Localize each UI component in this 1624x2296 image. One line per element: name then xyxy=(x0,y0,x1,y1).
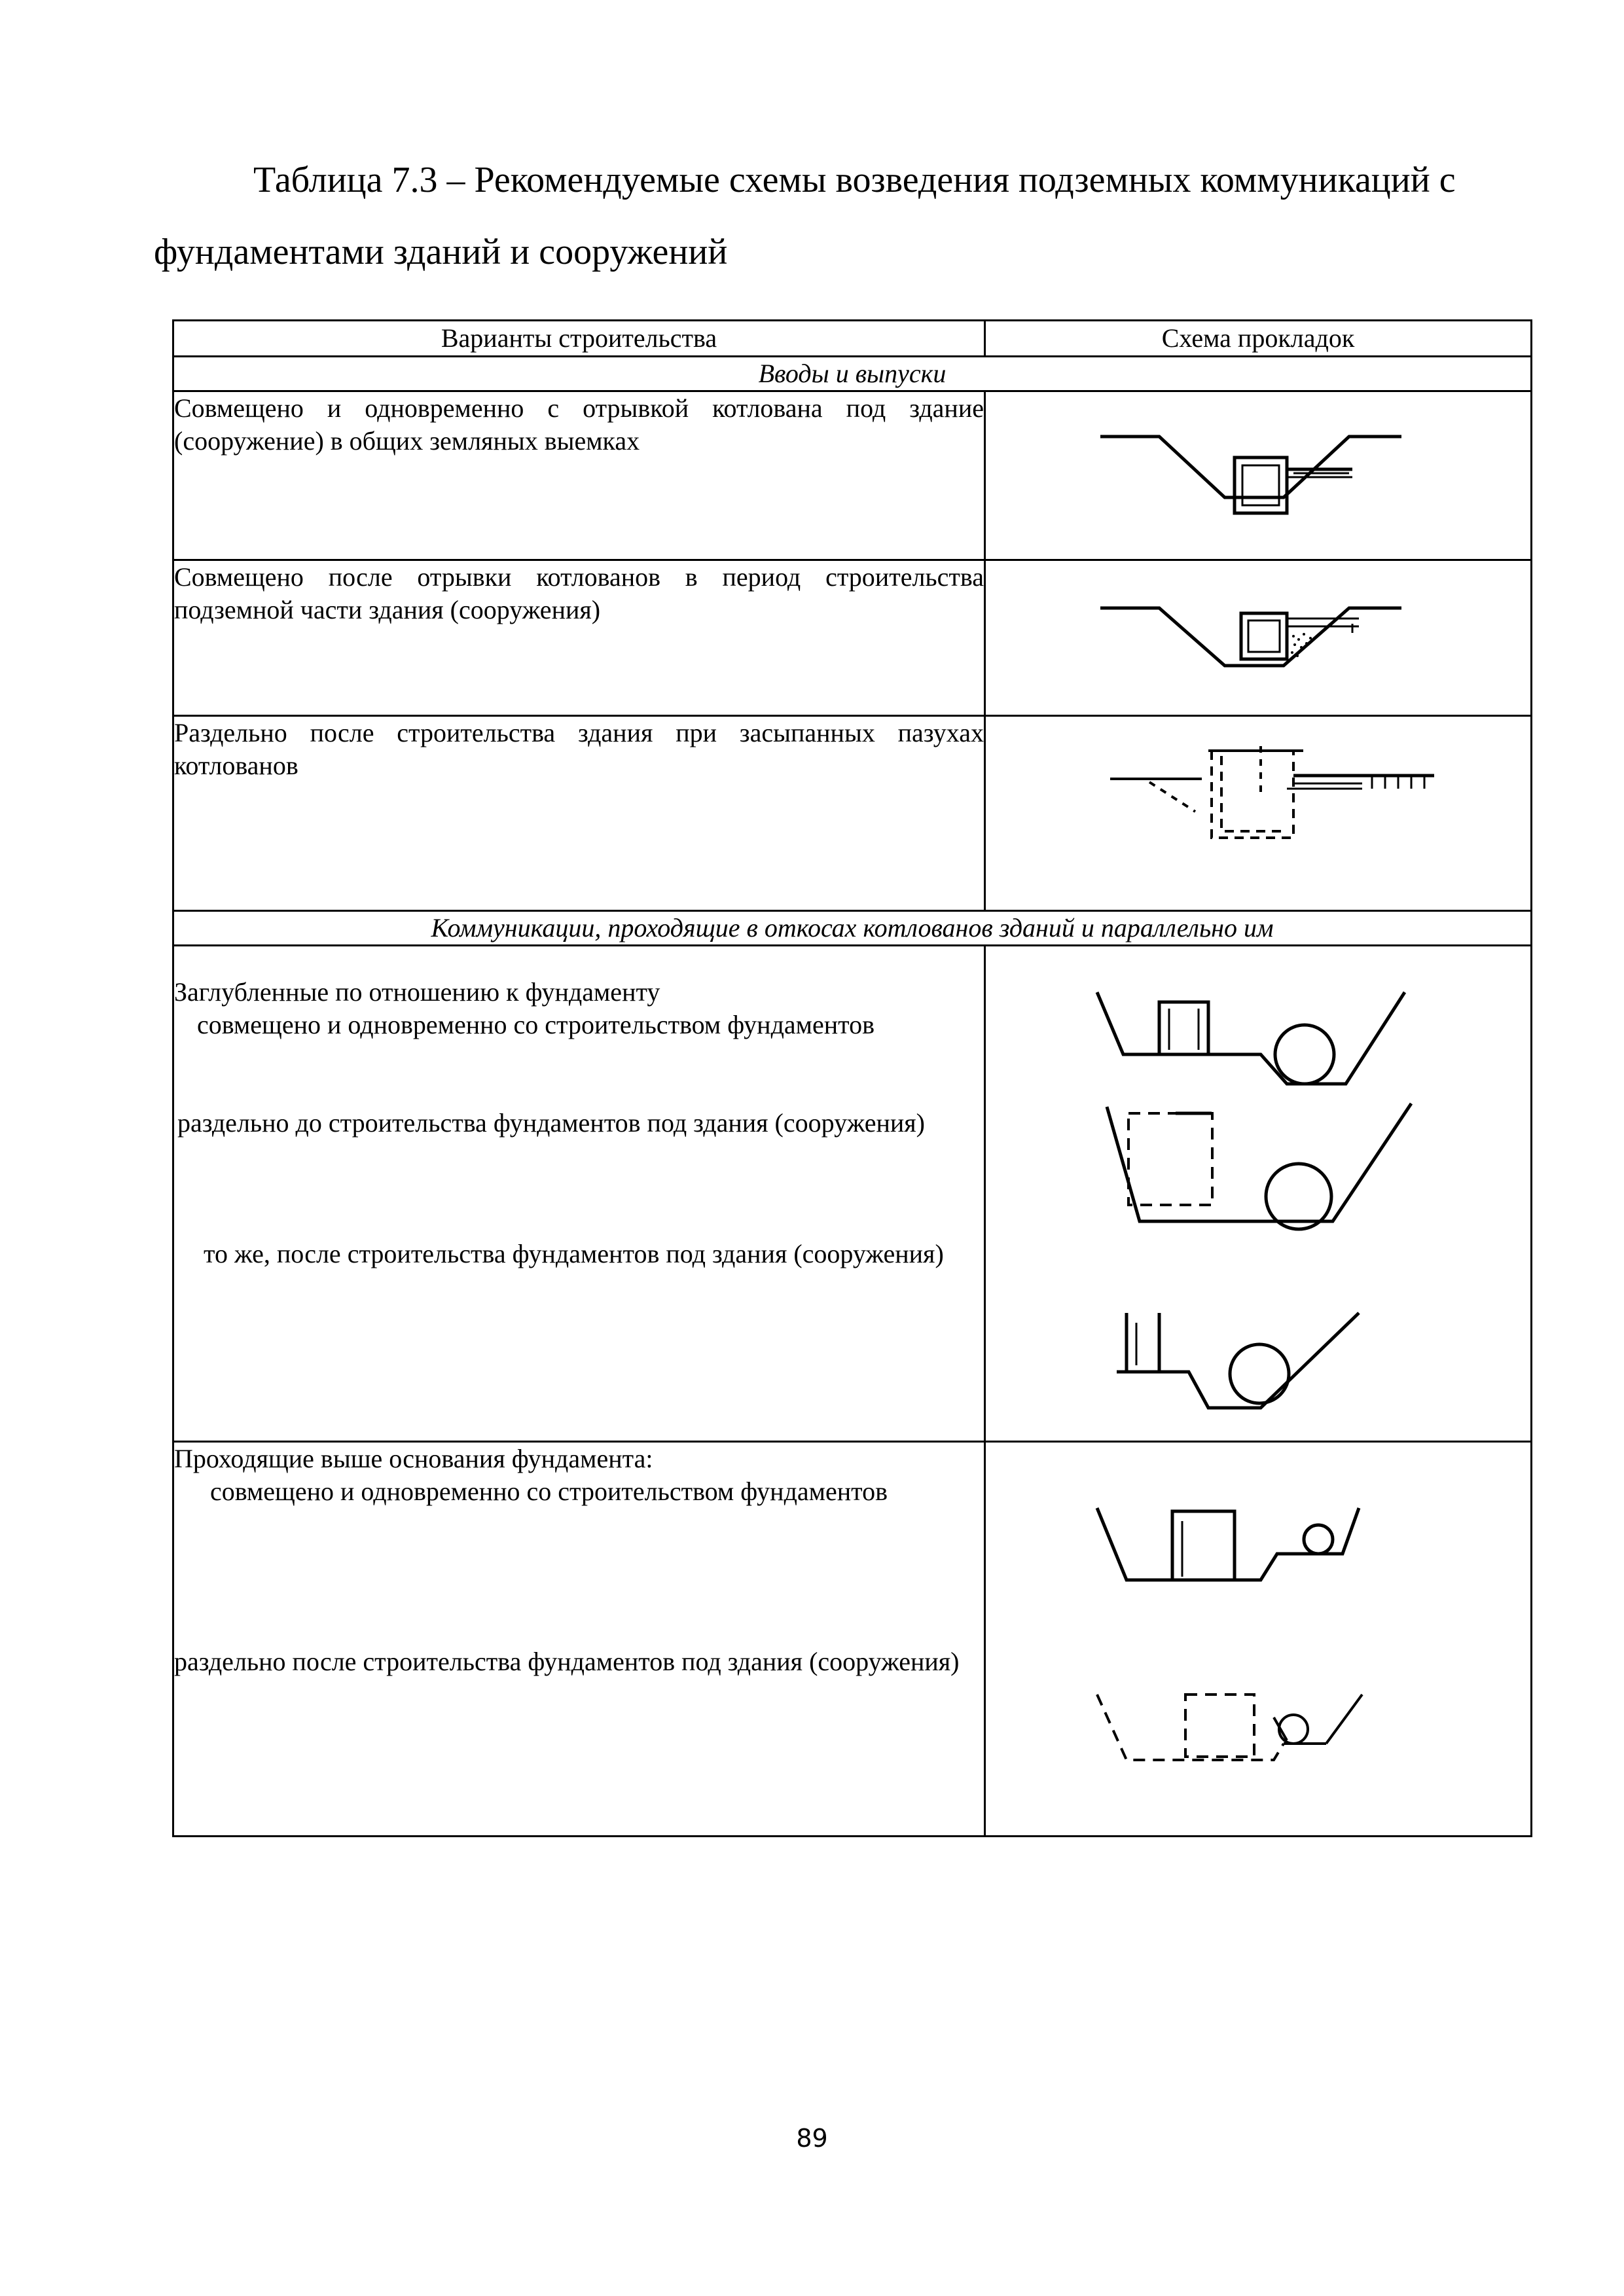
caption-line-2: фундаментами зданий и сооружений xyxy=(154,232,728,272)
section-slope-communications: Коммуникации, проходящие в откосах котлованов зданий и параллельно им xyxy=(173,911,1532,946)
scheme-diagram-1 xyxy=(986,392,1532,561)
row5-sub1: совмещено и одновременно со строительством фундаментов xyxy=(210,1477,888,1506)
table-row xyxy=(173,560,1532,716)
section-inputs-outputs: Вводы и выпуски xyxy=(173,357,1532,391)
row2-text: Совмещено после отрывки котлованов в период строительства подземной части здания (сооружения) xyxy=(174,562,984,624)
header-construction-options: Варианты строительства xyxy=(173,321,985,357)
table-row xyxy=(173,946,1532,1442)
table-row xyxy=(173,716,1532,911)
scheme-cell xyxy=(985,716,1532,911)
row4-sub1: совмещено и одновременно со строительством фундаментов xyxy=(197,1010,875,1039)
table-row xyxy=(173,1442,1532,1837)
scheme-cell xyxy=(985,560,1532,716)
row1-text: Совмещено и одновременно с отрывкой котлована под здание (сооружение) в общих земляных выемках xyxy=(174,393,984,456)
scheme-diagram-5 xyxy=(986,1443,1532,1837)
caption-line-1: Таблица 7.3 – Рекомендуемые схемы возведения подземных коммуникаций с xyxy=(253,160,1456,200)
row4-title: Заглубленные по отношению к фундаменту xyxy=(174,977,660,1007)
header-laying-scheme: Схема прокладок xyxy=(985,321,1532,357)
row4-sub3: то же, после строительства фундаментов под здания (сооружения) xyxy=(204,1239,944,1268)
scheme-cell xyxy=(985,1442,1532,1837)
row5-title: Проходящие выше основания фундамента: xyxy=(174,1444,653,1473)
scheme-cell xyxy=(985,946,1532,1442)
scheme-diagram-3 xyxy=(986,717,1532,912)
row5-sub2: раздельно после строительства фундаментов под здания (сооружения) xyxy=(174,1647,960,1676)
row4-sub2: раздельно до строительства фундаментов под здания (сооружения) xyxy=(177,1108,925,1138)
table-row xyxy=(173,391,1532,560)
table-caption xyxy=(154,144,1542,288)
scheme-cell xyxy=(985,391,1532,560)
schemes-table xyxy=(172,319,1532,1837)
page-number: 89 xyxy=(796,2124,828,2153)
row3-text: Раздельно после строительства здания при засыпанных пазухах котлованов xyxy=(174,718,984,780)
scheme-diagram-4 xyxy=(986,946,1532,1443)
scheme-diagram-2 xyxy=(986,561,1532,717)
